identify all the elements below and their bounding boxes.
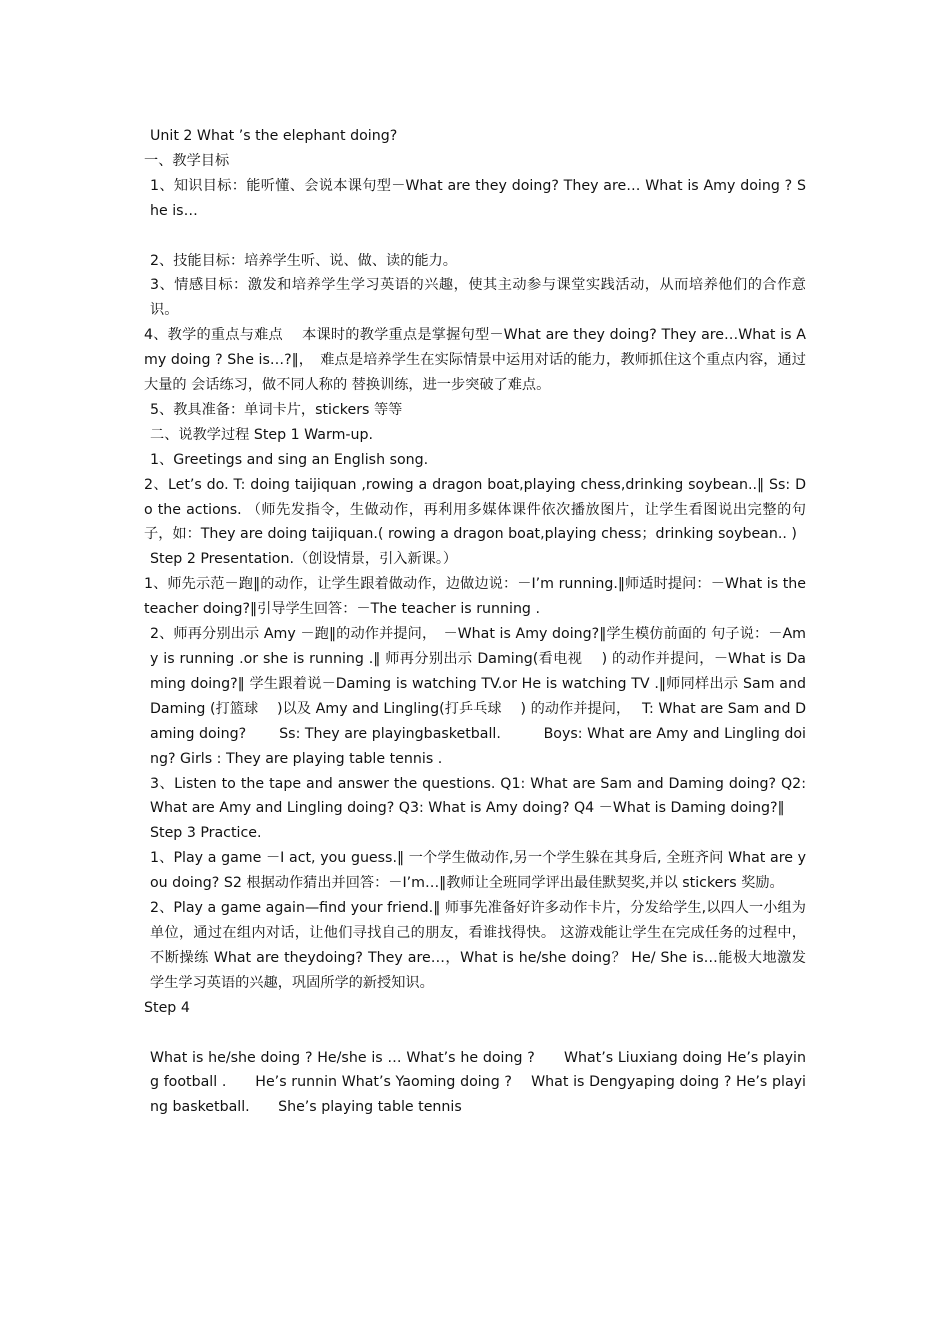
spacer	[144, 1021, 806, 1046]
practice-item-2: 2、Play a game again—find your friend.‖ 师事先准备好许多动作卡片，分发给学生,以四人一小组为单位，通过在组内对话，让他们寻找自己的朋友，看谁找得快。 这游戏能让学生在完成任务的过程中，不断操练 What are theydoing? They are…，What is he/she doing？ He/ She is…能极大地激发学生学习英语的兴趣，巩固所学的新授知识。	[150, 900, 806, 991]
presentation-item-2: 2、师再分别出示 Amy －跑‖的动作并提问， －What is Amy doing?‖学生模仿前面的 句子说：－Amy is running .or she is running .‖ 师再分别出示 Daming(看电视 ) 的动作并提问，－What is Daming doing?‖ 学生跟着说－Daming is watching TV.or He is watching TV .‖师同样出示 Sam and Daming (打篮球 )以及 Amy and Lingling(打乒乓球 ) 的动作并提问， T: What are Sam and Daming doing? Ss: They are playingbasketball. Boys: What are Amy and Lingling doing? Girls : They are playing table tennis .	[150, 626, 806, 767]
goal-emotion: 3、情感目标：激发和培养学生学习英语的兴趣，使其主动参与课堂实践活动，从而培养他们的合作意识。	[150, 277, 806, 319]
section-one-heading: 一、教学目标	[144, 152, 230, 169]
document-title: Unit 2 What ’s the elephant doing?	[150, 128, 398, 144]
goal-skills: 2、技能目标：培养学生听、说、做、读的能力。	[150, 252, 457, 269]
step-3-heading: Step 3 Practice.	[150, 825, 262, 842]
step-2-heading: Step 2 Presentation.（创设情景，引入新课。）	[150, 551, 458, 568]
presentation-item-1: 1、师先示范－跑‖的动作，让学生跟着做动作，边做边说：－I’m running.‖师适时提问：－What is the teacher doing?‖引导学生回答：－The teacher is running .	[144, 576, 806, 618]
warmup-item-2: 2、Let’s do. T: doing taijiquan ,rowing a dragon boat,playing chess,drinking soybean..‖ Ss: Do the actions. （师先发指令，生做动作，再利用多媒体课件依次播放图片，让学生看图说出完整的句子，如：They are doing taijiquan.( rowing a dragon boat,playing chess；drinking soybean.. )	[144, 476, 806, 543]
goal-keypoints: 4、教学的重点与难点 本课时的教学重点是掌握句型－What are they doing? They are…What is Amy doing ? She is…?‖， 难点是培养学生在实际情景中运用对话的能力，教师抓住这个重点内容，通过大量的 会话练习，做不同人称的 替换训练，进一步突破了难点。	[144, 327, 806, 394]
practice-item-1: 1、Play a game －I act, you guess.‖ 一个学生做动作,另一个学生躲在其身后, 全班齐问 What are you doing? S2 根据动作猜出并回答：－I’m…‖教师让全班同学评出最佳默契奖,并以 stickers 奖励。	[150, 850, 806, 892]
goal-knowledge: 1、知识目标：能听懂、会说本课句型－What are they doing? They are… What is Amy doing ? She is…	[150, 177, 806, 219]
goal-materials: 5、教具准备：单词卡片，stickers 等等	[150, 401, 403, 418]
step-4-heading: Step 4	[144, 999, 190, 1016]
spacer	[144, 224, 806, 249]
presentation-item-3: 3、Listen to the tape and answer the questions. Q1: What are Sam and Daming doing? Q2: What are Amy and Lingling doing? Q3: What is Amy doing? Q4 －What is Daming doing?‖	[150, 775, 806, 817]
lesson-plan-document	[144, 124, 806, 1120]
warmup-item-1: 1、Greetings and sing an English song.	[150, 451, 429, 468]
step-4-text: What is he/she doing ? He/she is … What’s he doing ? What’s Liuxiang doing He’s playing football . He’s runnin What’s Yaoming doing ? What is Dengyaping doing ? He’s playing basketball. She’s playing table tennis	[150, 1049, 806, 1116]
section-two-heading: 二、说教学过程 Step 1 Warm-up.	[150, 426, 374, 443]
